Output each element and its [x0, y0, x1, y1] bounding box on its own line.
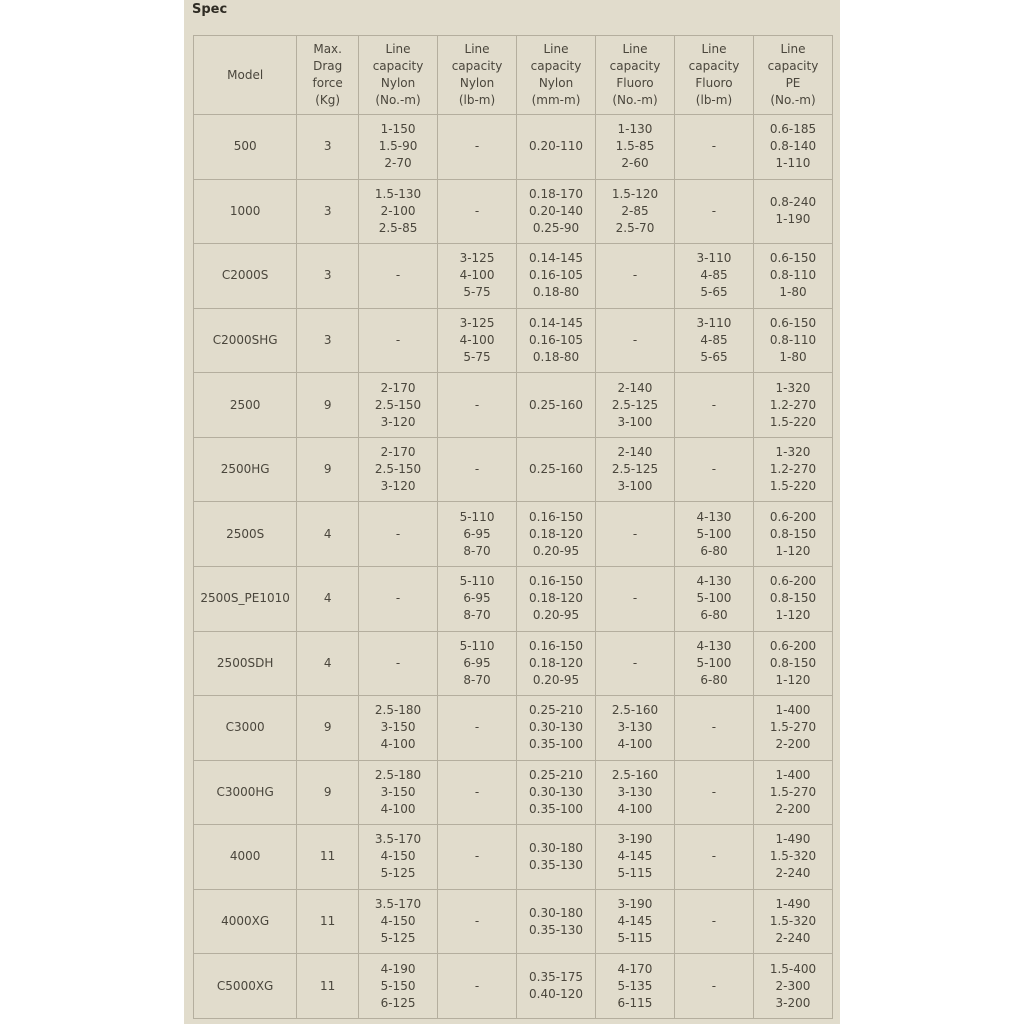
- fluoro-lb-cell: -: [674, 760, 753, 825]
- table-row: [194, 308, 833, 373]
- max-drag-cell: 11: [297, 954, 359, 1019]
- nylon-mm-cell: 0.16-150 0.18-120 0.20-95: [517, 566, 596, 631]
- nylon-lb-cell: -: [438, 696, 517, 761]
- model-cell: 2500HG: [194, 437, 297, 502]
- max-drag-cell: 9: [297, 437, 359, 502]
- fluoro-no-cell: 3-190 4-145 5-115: [596, 825, 675, 890]
- fluoro-no-cell: 1-130 1.5-85 2-60: [596, 115, 675, 180]
- table-row: [194, 115, 833, 180]
- fluoro-no-cell: 2-140 2.5-125 3-100: [596, 373, 675, 438]
- nylon-no-cell: 2-170 2.5-150 3-120: [359, 373, 438, 438]
- nylon-lb-cell: -: [438, 437, 517, 502]
- table-row: [194, 502, 833, 567]
- fluoro-no-cell: 1.5-120 2-85 2.5-70: [596, 179, 675, 244]
- nylon-no-cell: 4-190 5-150 6-125: [359, 954, 438, 1019]
- model-cell: 500: [194, 115, 297, 180]
- fluoro-lb-cell: -: [674, 115, 753, 180]
- nylon-mm-cell: 0.25-210 0.30-130 0.35-100: [517, 760, 596, 825]
- max-drag-cell: 3: [297, 244, 359, 309]
- fluoro-no-cell: 4-170 5-135 6-115: [596, 954, 675, 1019]
- fluoro-lb-cell: 4-130 5-100 6-80: [674, 502, 753, 567]
- nylon-mm-cell: 0.18-170 0.20-140 0.25-90: [517, 179, 596, 244]
- nylon-mm-cell: 0.25-160: [517, 373, 596, 438]
- nylon-no-cell: 3.5-170 4-150 5-125: [359, 889, 438, 954]
- fluoro-no-cell: 2.5-160 3-130 4-100: [596, 696, 675, 761]
- pe-no-cell: 0.6-185 0.8-140 1-110: [753, 115, 832, 180]
- nylon-lb-cell: -: [438, 760, 517, 825]
- fluoro-lb-cell: -: [674, 179, 753, 244]
- model-cell: 2500SDH: [194, 631, 297, 696]
- table-row: [194, 889, 833, 954]
- model-cell: C2000S: [194, 244, 297, 309]
- nylon-lb-cell: 3-125 4-100 5-75: [438, 308, 517, 373]
- nylon-lb-cell: 5-110 6-95 8-70: [438, 631, 517, 696]
- table-row: [194, 696, 833, 761]
- table-row: [194, 954, 833, 1019]
- header-nylon-mm: Line capacity Nylon (mm-m): [517, 36, 596, 115]
- header-nylon-no: Line capacity Nylon (No.-m): [359, 36, 438, 115]
- fluoro-no-cell: -: [596, 502, 675, 567]
- header-nylon-lb: Line capacity Nylon (lb-m): [438, 36, 517, 115]
- pe-no-cell: 1-490 1.5-320 2-240: [753, 889, 832, 954]
- nylon-no-cell: 3.5-170 4-150 5-125: [359, 825, 438, 890]
- fluoro-lb-cell: 3-110 4-85 5-65: [674, 308, 753, 373]
- pe-no-cell: 1-400 1.5-270 2-200: [753, 760, 832, 825]
- nylon-mm-cell: 0.14-145 0.16-105 0.18-80: [517, 308, 596, 373]
- nylon-mm-cell: 0.25-210 0.30-130 0.35-100: [517, 696, 596, 761]
- nylon-mm-cell: 0.30-180 0.35-130: [517, 889, 596, 954]
- max-drag-cell: 11: [297, 889, 359, 954]
- model-cell: C3000: [194, 696, 297, 761]
- fluoro-lb-cell: -: [674, 825, 753, 890]
- fluoro-no-cell: 2.5-160 3-130 4-100: [596, 760, 675, 825]
- max-drag-cell: 3: [297, 308, 359, 373]
- table-row: [194, 373, 833, 438]
- pe-no-cell: 0.6-200 0.8-150 1-120: [753, 631, 832, 696]
- table-row: [194, 760, 833, 825]
- fluoro-lb-cell: -: [674, 954, 753, 1019]
- nylon-mm-cell: 0.16-150 0.18-120 0.20-95: [517, 502, 596, 567]
- nylon-lb-cell: -: [438, 954, 517, 1019]
- fluoro-lb-cell: 4-130 5-100 6-80: [674, 566, 753, 631]
- section-title: Spec: [192, 2, 228, 17]
- max-drag-cell: 3: [297, 115, 359, 180]
- model-cell: C2000SHG: [194, 308, 297, 373]
- table-row: [194, 437, 833, 502]
- nylon-lb-cell: -: [438, 825, 517, 890]
- fluoro-no-cell: -: [596, 566, 675, 631]
- max-drag-cell: 3: [297, 179, 359, 244]
- max-drag-cell: 4: [297, 631, 359, 696]
- nylon-lb-cell: -: [438, 373, 517, 438]
- spec-table: [193, 35, 833, 1019]
- fluoro-lb-cell: -: [674, 437, 753, 502]
- nylon-no-cell: -: [359, 502, 438, 567]
- pe-no-cell: 0.6-200 0.8-150 1-120: [753, 502, 832, 567]
- nylon-mm-cell: 0.35-175 0.40-120: [517, 954, 596, 1019]
- pe-no-cell: 0.8-240 1-190: [753, 179, 832, 244]
- nylon-no-cell: 1-150 1.5-90 2-70: [359, 115, 438, 180]
- nylon-no-cell: -: [359, 244, 438, 309]
- nylon-mm-cell: 0.30-180 0.35-130: [517, 825, 596, 890]
- nylon-mm-cell: 0.16-150 0.18-120 0.20-95: [517, 631, 596, 696]
- header-fluoro-no: Line capacity Fluoro (No.-m): [596, 36, 675, 115]
- fluoro-lb-cell: 4-130 5-100 6-80: [674, 631, 753, 696]
- nylon-mm-cell: 0.14-145 0.16-105 0.18-80: [517, 244, 596, 309]
- model-cell: 4000: [194, 825, 297, 890]
- header-fluoro-lb: Line capacity Fluoro (lb-m): [674, 36, 753, 115]
- nylon-no-cell: 2.5-180 3-150 4-100: [359, 760, 438, 825]
- nylon-lb-cell: -: [438, 179, 517, 244]
- nylon-no-cell: 2.5-180 3-150 4-100: [359, 696, 438, 761]
- table-row: [194, 825, 833, 890]
- max-drag-cell: 11: [297, 825, 359, 890]
- nylon-mm-cell: 0.20-110: [517, 115, 596, 180]
- nylon-no-cell: -: [359, 631, 438, 696]
- model-cell: C5000XG: [194, 954, 297, 1019]
- nylon-lb-cell: 5-110 6-95 8-70: [438, 566, 517, 631]
- fluoro-no-cell: -: [596, 244, 675, 309]
- header-max-drag: Max. Drag force (Kg): [297, 36, 359, 115]
- nylon-lb-cell: 3-125 4-100 5-75: [438, 244, 517, 309]
- table-row: [194, 179, 833, 244]
- fluoro-no-cell: 2-140 2.5-125 3-100: [596, 437, 675, 502]
- fluoro-lb-cell: -: [674, 373, 753, 438]
- header-pe-no: Line capacity PE (No.-m): [753, 36, 832, 115]
- nylon-no-cell: 1.5-130 2-100 2.5-85: [359, 179, 438, 244]
- fluoro-no-cell: 3-190 4-145 5-115: [596, 889, 675, 954]
- model-cell: 1000: [194, 179, 297, 244]
- pe-no-cell: 1-320 1.2-270 1.5-220: [753, 373, 832, 438]
- header-model: Model: [194, 36, 297, 115]
- table-row: [194, 631, 833, 696]
- pe-no-cell: 1-320 1.2-270 1.5-220: [753, 437, 832, 502]
- pe-no-cell: 1-490 1.5-320 2-240: [753, 825, 832, 890]
- max-drag-cell: 9: [297, 373, 359, 438]
- pe-no-cell: 1.5-400 2-300 3-200: [753, 954, 832, 1019]
- table-row: [194, 566, 833, 631]
- max-drag-cell: 9: [297, 760, 359, 825]
- header-row: [194, 36, 833, 115]
- nylon-lb-cell: -: [438, 115, 517, 180]
- fluoro-lb-cell: 3-110 4-85 5-65: [674, 244, 753, 309]
- model-cell: 4000XG: [194, 889, 297, 954]
- model-cell: C3000HG: [194, 760, 297, 825]
- fluoro-no-cell: -: [596, 631, 675, 696]
- pe-no-cell: 0.6-150 0.8-110 1-80: [753, 244, 832, 309]
- max-drag-cell: 4: [297, 566, 359, 631]
- table-row: [194, 244, 833, 309]
- max-drag-cell: 4: [297, 502, 359, 567]
- max-drag-cell: 9: [297, 696, 359, 761]
- fluoro-lb-cell: -: [674, 889, 753, 954]
- pe-no-cell: 0.6-200 0.8-150 1-120: [753, 566, 832, 631]
- model-cell: 2500S_PE1010: [194, 566, 297, 631]
- model-cell: 2500: [194, 373, 297, 438]
- fluoro-lb-cell: -: [674, 696, 753, 761]
- pe-no-cell: 0.6-150 0.8-110 1-80: [753, 308, 832, 373]
- nylon-no-cell: 2-170 2.5-150 3-120: [359, 437, 438, 502]
- model-cell: 2500S: [194, 502, 297, 567]
- spec-panel: [184, 0, 840, 1024]
- pe-no-cell: 1-400 1.5-270 2-200: [753, 696, 832, 761]
- nylon-no-cell: -: [359, 566, 438, 631]
- nylon-lb-cell: 5-110 6-95 8-70: [438, 502, 517, 567]
- nylon-no-cell: -: [359, 308, 438, 373]
- fluoro-no-cell: -: [596, 308, 675, 373]
- nylon-mm-cell: 0.25-160: [517, 437, 596, 502]
- nylon-lb-cell: -: [438, 889, 517, 954]
